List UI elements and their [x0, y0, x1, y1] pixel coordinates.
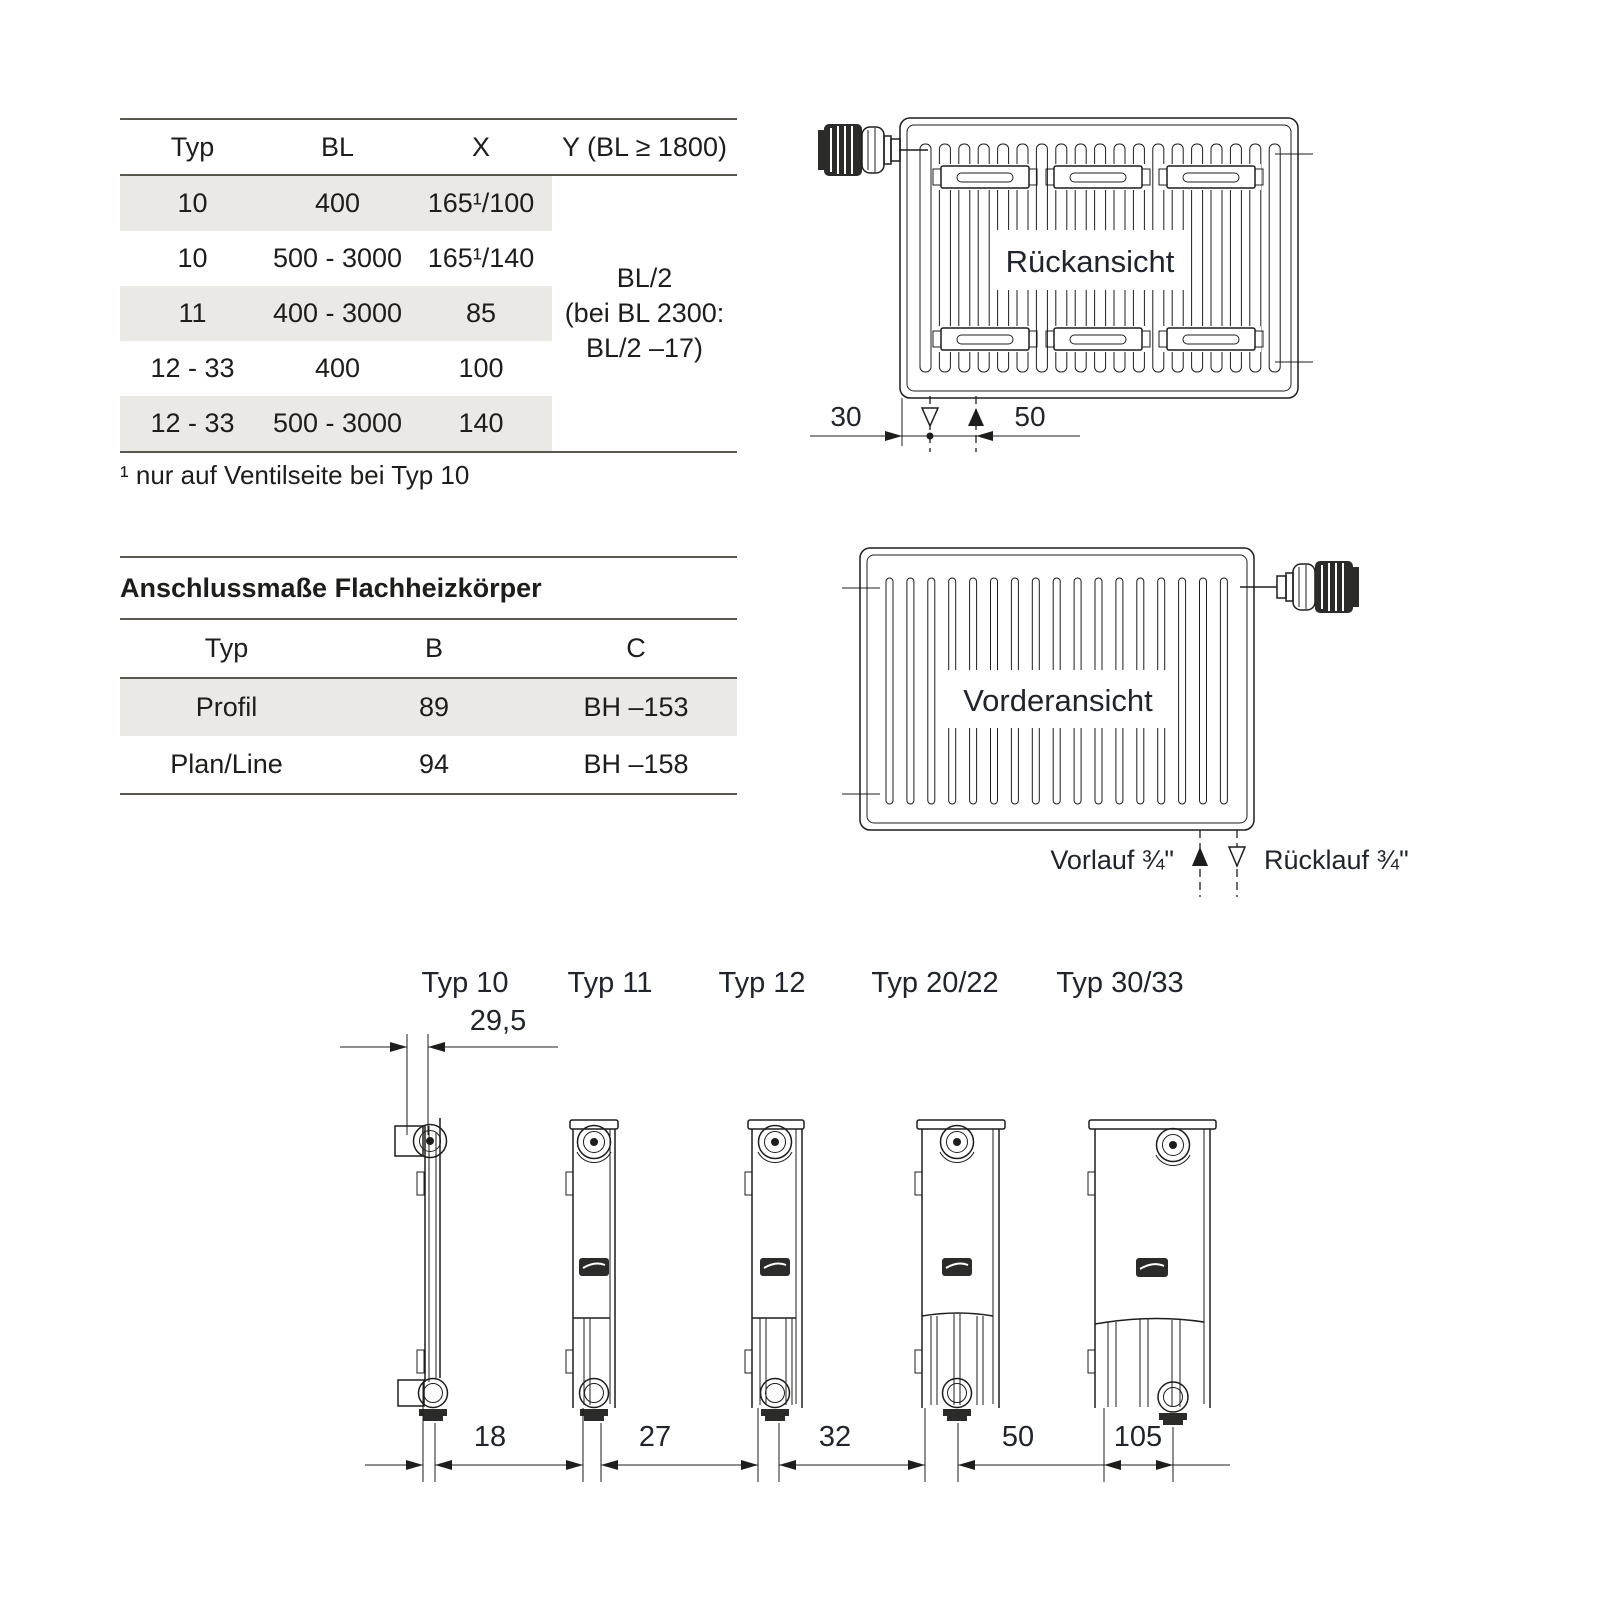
supply-label: Vorlauf ¾"	[1050, 845, 1174, 875]
cell-b: 94	[418, 749, 450, 779]
cell-x: 85	[410, 286, 552, 341]
cell-typ: 10	[120, 175, 265, 231]
type-label: Typ 30/33	[1056, 967, 1184, 999]
wall-clip	[566, 1350, 573, 1373]
cell-bl: 500 - 3000	[265, 396, 410, 452]
cell-typ: 10	[177, 243, 208, 273]
brand-plate	[579, 1258, 609, 1276]
dim-27: 27	[638, 1421, 672, 1453]
cell-typ: 11	[120, 286, 265, 341]
wall-clip	[1088, 1172, 1095, 1195]
typ10-profile	[395, 1118, 448, 1421]
table-row	[120, 678, 737, 736]
cell-typ: 12 - 33	[150, 353, 235, 383]
col-header-b: B	[333, 620, 535, 678]
col-header-c: C	[535, 620, 737, 678]
supply-marker-icon	[968, 408, 984, 426]
type-label: Typ 11	[567, 967, 653, 999]
type-label: Typ 20/22	[871, 967, 999, 999]
y-note-line: (bei BL 2300:	[564, 298, 725, 328]
radiator-body	[842, 548, 1254, 830]
type-labels	[421, 967, 1183, 999]
y-note-line: BL/2	[616, 263, 673, 293]
return-marker-icon	[1229, 847, 1245, 866]
col-header-x: X	[410, 119, 552, 175]
connection-nut	[761, 1409, 789, 1416]
front-view-flow-annotation	[1050, 830, 1408, 897]
wall-clip	[915, 1350, 922, 1373]
dim-50: 50	[1014, 401, 1046, 432]
dim-18: 18	[473, 1421, 507, 1453]
thermostat-valve-icon	[1240, 561, 1359, 613]
cell-c: BH –158	[583, 749, 689, 779]
typ11-profile	[566, 1120, 618, 1421]
typ10-top-dimension	[340, 1005, 558, 1135]
thermostat-valve-icon	[818, 124, 928, 176]
y-note-line: BL/2 –17)	[585, 333, 704, 363]
brand-plate	[760, 1258, 790, 1276]
cell-bl: 400	[314, 353, 361, 383]
table-row	[120, 736, 737, 794]
cell-typ: Profil	[120, 678, 333, 736]
connection-nut	[1159, 1413, 1187, 1420]
cell-x: 165¹/100	[410, 175, 552, 231]
typ12-bottom-dimension	[690, 1408, 895, 1482]
front-view-label: Vorderansicht	[963, 683, 1153, 718]
brand-plate	[1136, 1258, 1168, 1277]
wall-clip	[417, 1350, 424, 1373]
cell-bl: 400 - 3000	[265, 286, 410, 341]
typ20-22-profile	[915, 1120, 1005, 1421]
connection-dimensions-section	[120, 556, 737, 795]
typ30-33-bottom-dimension	[1075, 1408, 1230, 1482]
cell-c: BH –153	[535, 678, 737, 736]
typ11-bottom-dimension	[520, 1408, 715, 1482]
brand-plate	[942, 1258, 972, 1276]
valve-position-table	[120, 118, 737, 453]
radiator-type-profiles-drawing	[330, 930, 1580, 1530]
cell-x: 165¹/140	[427, 243, 535, 273]
dim-30: 30	[830, 401, 862, 432]
cell-x: 100	[458, 353, 504, 383]
dim-32: 32	[818, 1421, 852, 1453]
wall-clip	[1088, 1350, 1095, 1373]
table1-footnote: ¹ nur auf Ventilseite bei Typ 10	[120, 460, 470, 490]
radiator-body	[900, 118, 1313, 398]
radiator-back-view-drawing	[780, 98, 1325, 462]
cell-bl: 400	[265, 175, 410, 231]
wall-clip	[417, 1172, 424, 1195]
table2-title: Anschlussmaße Flachheizkörper	[120, 558, 737, 620]
type-label: Typ 12	[718, 967, 806, 999]
wall-clip	[745, 1350, 752, 1373]
supply-marker-icon	[1192, 847, 1208, 866]
dim-29-5: 29,5	[469, 1005, 527, 1037]
connection-dimensions-table	[120, 620, 737, 795]
wall-clip	[745, 1172, 752, 1195]
cell-typ: 12 - 33	[120, 396, 265, 452]
connection-nut	[580, 1409, 608, 1416]
table2-header-row	[120, 620, 737, 678]
col-header-y: Y (BL ≥ 1800)	[552, 119, 737, 175]
cell-x: 140	[410, 396, 552, 452]
wall-clip	[566, 1172, 573, 1195]
col-header-bl: BL	[265, 119, 410, 175]
table1-header-row	[120, 119, 737, 175]
connection-nut	[943, 1409, 971, 1416]
return-label: Rücklauf ¾"	[1264, 845, 1409, 875]
dim-105: 105	[1113, 1421, 1163, 1453]
back-view-label: Rückansicht	[1005, 244, 1175, 279]
col-header-typ: Typ	[120, 620, 333, 678]
typ30-33-profile	[1088, 1120, 1216, 1425]
wall-clip	[915, 1172, 922, 1195]
cell-typ: Plan/Line	[170, 749, 283, 779]
dim-50: 50	[1001, 1421, 1035, 1453]
back-view-dimensions	[810, 396, 1080, 452]
typ12-profile	[745, 1120, 804, 1421]
typ10-bottom-dimension	[365, 1382, 545, 1482]
cell-b: 89	[333, 678, 535, 736]
radiator-front-view-drawing	[830, 532, 1470, 902]
cell-bl: 500 - 3000	[272, 243, 403, 273]
cell-y-merged	[552, 175, 737, 452]
table-row	[120, 175, 737, 231]
type-label: Typ 10	[421, 967, 509, 999]
typ20-22-bottom-dimension	[858, 1408, 1078, 1482]
col-header-typ: Typ	[120, 119, 265, 175]
return-marker-icon	[922, 408, 938, 426]
